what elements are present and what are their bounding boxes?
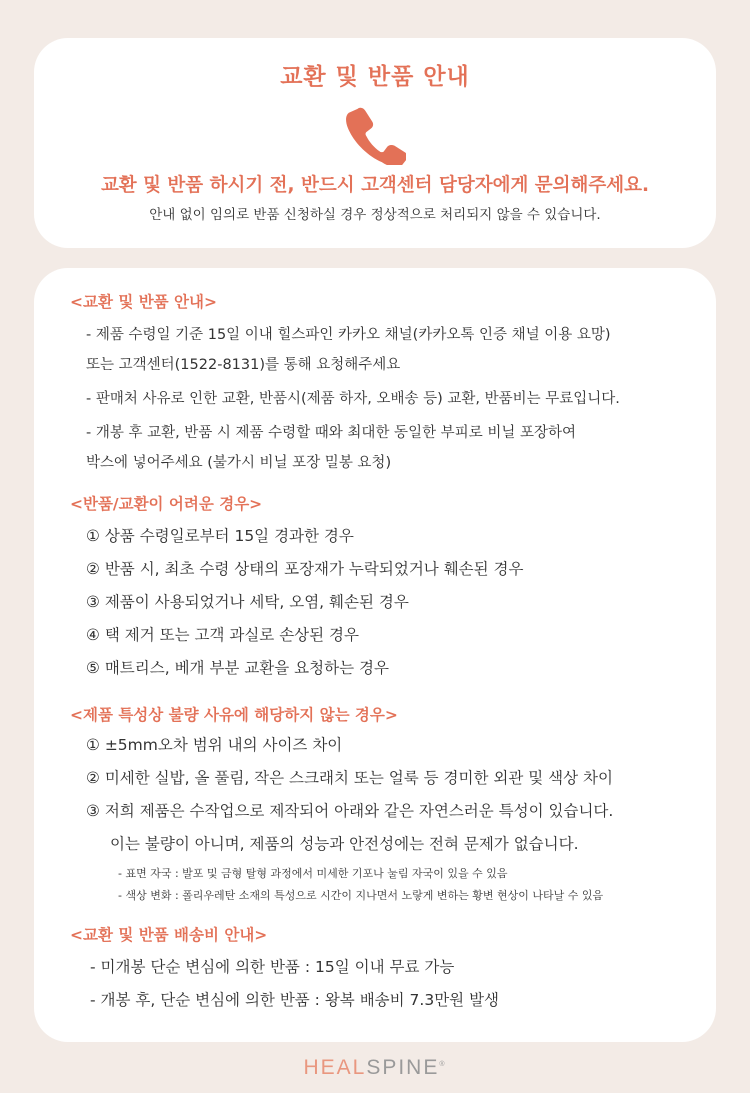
- list-item: ① ±5mm오차 범위 내의 사이즈 차이: [86, 736, 343, 754]
- list-item: ④ 택 제거 또는 고객 과실로 손상된 경우: [86, 626, 359, 644]
- list-item: - 미개봉 단순 변심에 의한 반품 : 15일 이내 무료 가능: [90, 958, 455, 976]
- list-item: - 개봉 후 교환, 반품 시 제품 수령할 때와 최대한 동일한 부피로 비닐 포장하여 박스에 넣어주세요 (불가시 비닐 포장 밀봉 요청): [86, 425, 576, 471]
- section-heading-shipping: <교환 및 반품 배송비 안내>: [70, 926, 268, 944]
- lead-notice: 교환 및 반품 하시기 전, 반드시 고객센터 담당자에게 문의해주세요.: [100, 175, 650, 196]
- brand-logo: HEALSPINE®: [303, 1056, 447, 1079]
- list-item: - 판매처 사유로 인한 교환, 반품시(제품 하자, 오배송 등) 교환, 반품비는 무료입니다.: [86, 391, 620, 407]
- list-item: ③ 제품이 사용되었거나 세탁, 오염, 훼손된 경우: [86, 593, 409, 611]
- list-item: ② 미세한 실밥, 올 풀림, 작은 스크래치 또는 얼룩 등 경미한 외관 및 색상 차이: [86, 769, 613, 787]
- note-item: - 표면 자국 : 발포 및 금형 탈형 과정에서 미세한 기포나 눌림 자국이 있을 수 있음: [118, 867, 508, 880]
- list-item: ① 상품 수령일로부터 15일 경과한 경우: [86, 527, 354, 545]
- phone-icon: [344, 103, 406, 165]
- section-heading-guide: <교환 및 반품 안내>: [70, 293, 217, 311]
- header-card: [34, 38, 716, 248]
- page-title: 교환 및 반품 안내: [280, 64, 470, 90]
- list-item: ② 반품 시, 최초 수령 상태의 포장재가 누락되었거나 훼손된 경우: [86, 560, 524, 578]
- section-heading-notdefect: <제품 특성상 불량 사유에 해당하지 않는 경우>: [70, 706, 398, 724]
- note-item: - 색상 변화 : 폴리우레탄 소재의 특성으로 시간이 지나면서 노랗게 변하는 황변 현상이 나타날 수 있음: [118, 889, 604, 902]
- continuation-text: 이는 불량이 아니며, 제품의 성능과 안전성에는 전혀 문제가 없습니다.: [110, 835, 579, 853]
- list-item: - 제품 수령일 기준 15일 이내 힐스파인 카카오 채널(카카오톡 인증 채널 이용 요망) 또는 고객센터(1522-8131)를 통해 요청해주세요: [86, 327, 611, 373]
- list-item: - 개봉 후, 단순 변심에 의한 반품 : 왕복 배송비 7.3만원 발생: [90, 991, 500, 1009]
- list-item: ⑤ 매트리스, 베개 부분 교환을 요청하는 경우: [86, 659, 389, 677]
- section-heading-difficult: <반품/교환이 어려운 경우>: [70, 495, 263, 513]
- list-item: ③ 저희 제품은 수작업으로 제작되어 아래와 같은 자연스러운 특성이 있습니다. 이는 불량이 아니며, 제품의 성능과 안전성에는 전혀 문제가 없습니다.: [86, 795, 716, 861]
- policy-card: [34, 268, 716, 1042]
- sub-notice: 안내 없이 임의로 반품 신청하실 경우 정상적으로 처리되지 않을 수 있습니다.: [149, 207, 601, 223]
